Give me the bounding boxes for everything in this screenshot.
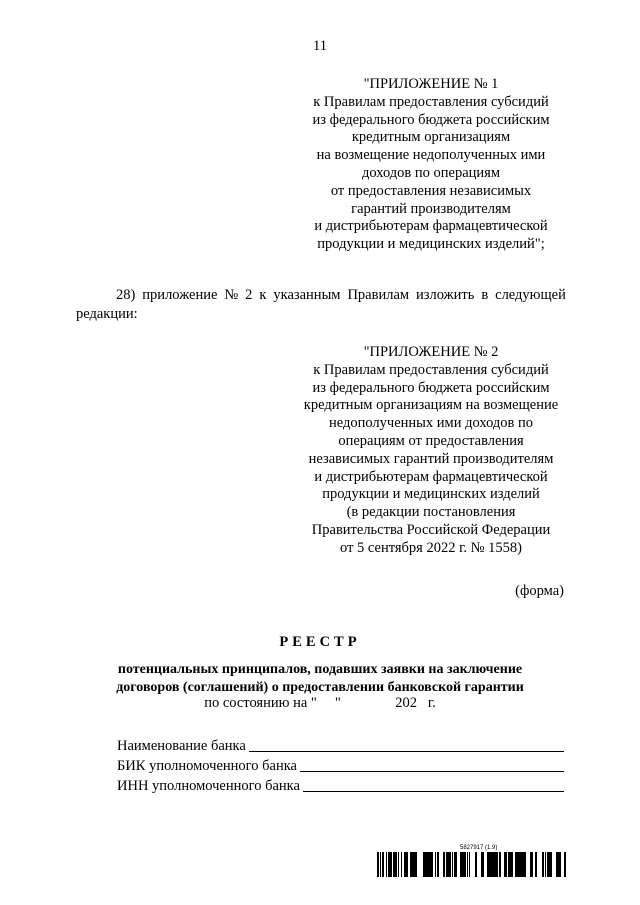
appendix-1-line: гарантий производителям xyxy=(351,200,511,217)
registry-subtitle-line: потенциальных принципалов, подавших заявки на заключение xyxy=(117,662,523,677)
appendix-2-line: недополученных ими доходов по xyxy=(328,415,534,432)
appendix-1-line: из федерального бюджета российским xyxy=(312,111,550,128)
registry-subtitle xyxy=(0,661,640,697)
bik-field[interactable] xyxy=(300,757,564,772)
document-code: 5827917 (1.9) xyxy=(460,845,498,851)
appendix-2-line: Правительства Российской Федерации xyxy=(311,521,551,538)
appendix-2-line: к Правилам предоставления субсидий xyxy=(313,361,549,378)
bank-name-field[interactable] xyxy=(249,737,564,752)
paragraph-word: указанным xyxy=(273,287,341,303)
paragraph-word: 2 xyxy=(245,287,253,303)
inn-row xyxy=(117,775,564,795)
page-number: 11 xyxy=(313,38,327,54)
paragraph-word: № xyxy=(224,287,239,303)
inn-label: ИНН уполномоченного банка xyxy=(117,778,300,794)
appendix-1-line: продукции и медицинских изделий"; xyxy=(317,236,545,253)
appendix-1-header xyxy=(300,76,562,254)
as-of-date-line: по состоянию на " " 202 г. xyxy=(204,695,436,711)
form-label: (форма) xyxy=(515,583,564,599)
paragraph-word: 28) xyxy=(116,287,136,303)
paragraph-line-2: редакции: xyxy=(76,306,138,322)
appendix-2-line: операциям от предоставления xyxy=(338,432,524,449)
appendix-1-line: кредитным организациям xyxy=(351,129,511,146)
appendix-1-line: "ПРИЛОЖЕНИЕ № 1 xyxy=(363,76,499,92)
appendix-1-line: и дистрибьютерам фармацевтической xyxy=(314,218,548,235)
paragraph-word: в xyxy=(481,287,489,303)
appendix-1-line: доходов по операциям xyxy=(361,164,501,181)
appendix-1-line: на возмещение недополученных ими xyxy=(316,147,546,164)
bik-row xyxy=(117,755,564,775)
appendix-2-line: кредитным организациям на возмещение xyxy=(303,397,559,414)
bank-name-label: Наименование банка xyxy=(117,738,246,754)
bank-name-row xyxy=(117,735,564,755)
paragraph-word: следующей xyxy=(495,287,566,303)
registry-title: РЕЕСТР xyxy=(279,634,361,650)
appendix-2-line: продукции и медицинских изделий xyxy=(322,486,540,503)
appendix-2-line: от 5 сентября 2022 г. № 1558) xyxy=(340,539,522,556)
appendix-1-line: от предоставления независимых xyxy=(330,182,532,199)
inn-field[interactable] xyxy=(303,777,564,792)
amendment-paragraph xyxy=(76,286,566,324)
bik-label: БИК уполномоченного банка xyxy=(117,758,297,774)
appendix-2-line: "ПРИЛОЖЕНИЕ № 2 xyxy=(363,344,499,360)
barcode-icon xyxy=(376,852,566,877)
paragraph-word: приложение xyxy=(142,287,218,303)
appendix-2-header xyxy=(296,344,566,558)
appendix-2-line: и дистрибьютерам фармацевтической xyxy=(314,468,548,485)
paragraph-word: к xyxy=(259,287,267,303)
appendix-2-line: независимых гарантий производителям xyxy=(308,450,554,467)
paragraph-word: изложить xyxy=(416,287,475,303)
bank-fields xyxy=(117,735,564,795)
paragraph-line-1 xyxy=(76,286,566,305)
registry-subtitle-line: договоров (соглашений) о предоставлении банковской гарантии xyxy=(116,680,524,695)
paragraph-word: Правилам xyxy=(347,287,410,303)
appendix-1-line: к Правилам предоставления субсидий xyxy=(313,93,549,110)
appendix-2-line: (в редакции постановления xyxy=(346,504,516,521)
appendix-2-line: из федерального бюджета российским xyxy=(312,379,550,396)
